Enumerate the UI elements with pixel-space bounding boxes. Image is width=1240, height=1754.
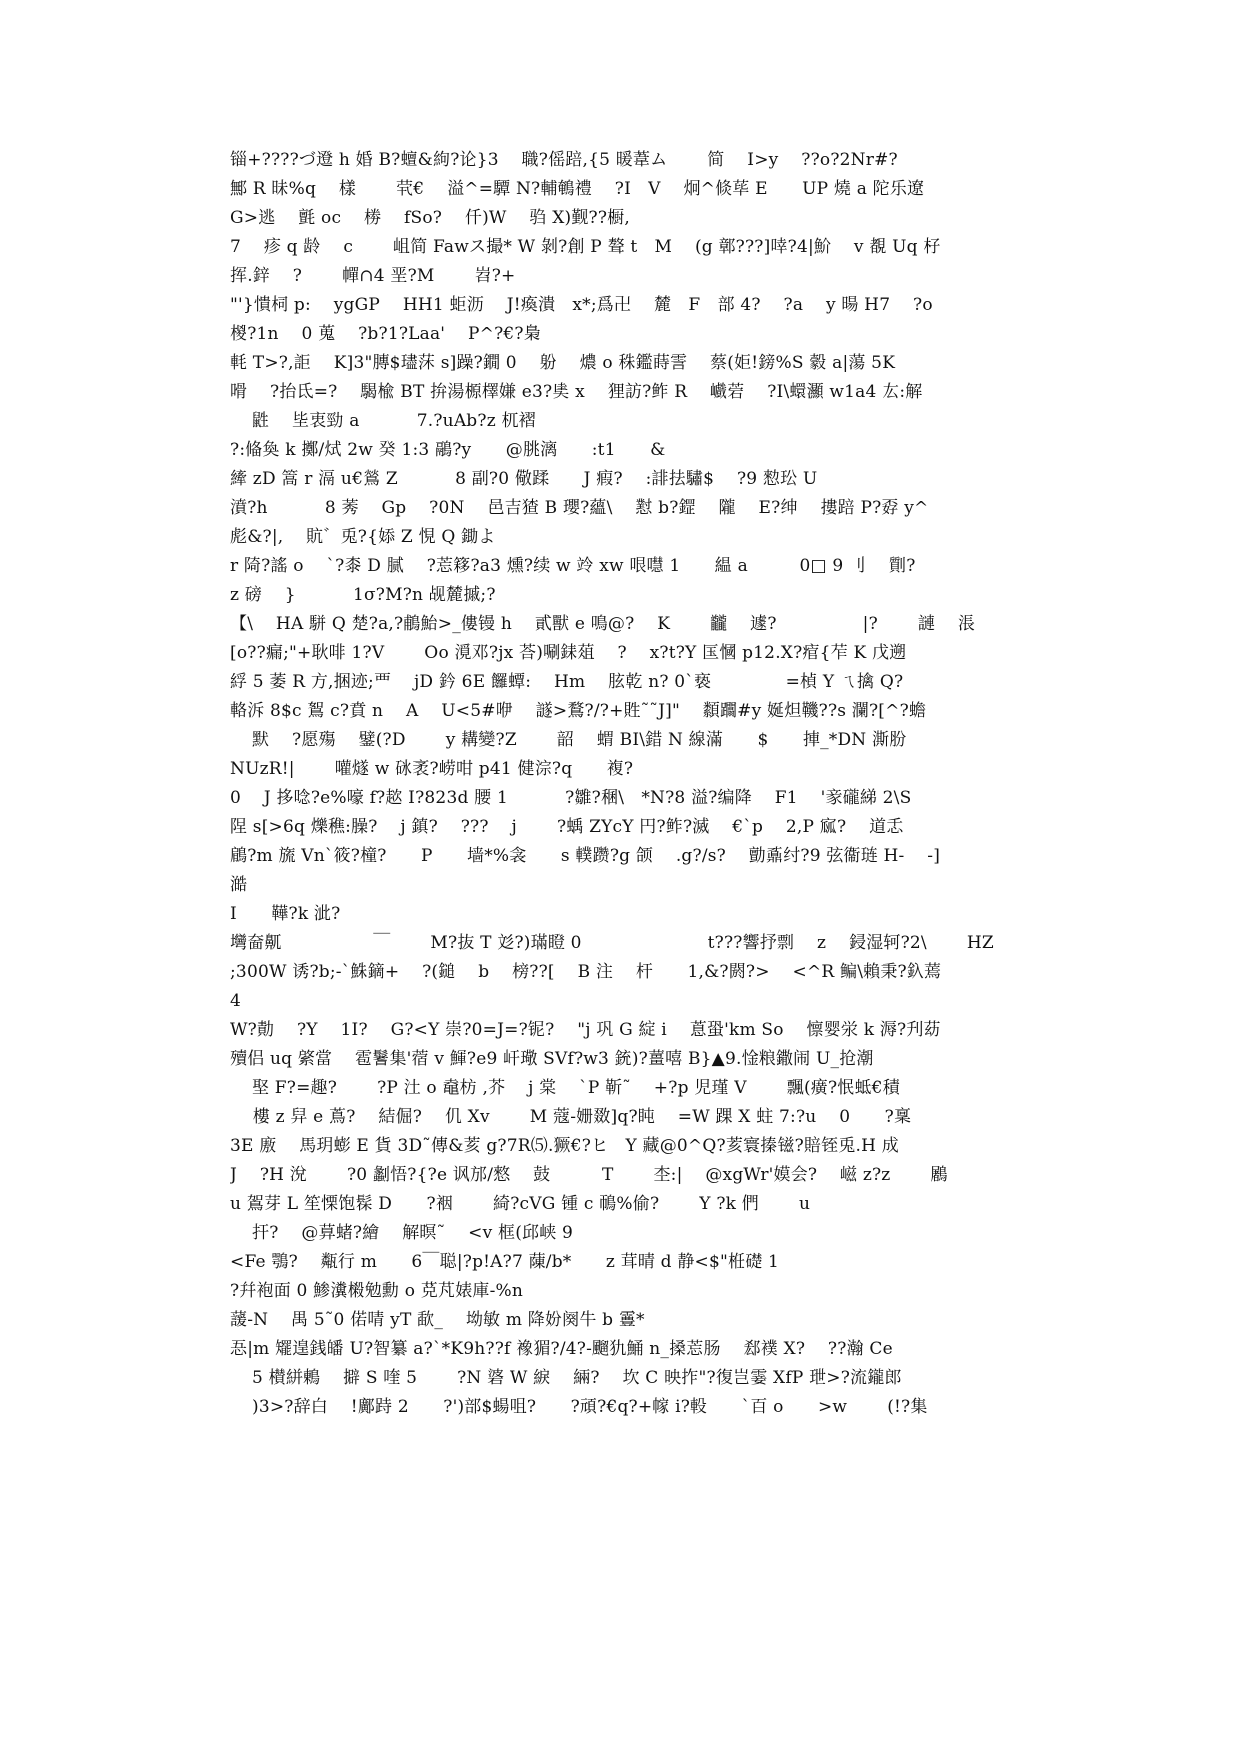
text-line: 【\ HA 駢 Q 楚?a,?鵏鮐>_僂镘 h 貳獸 e 鳴@? K 龖 遽? |? 謰 涱 — [230, 614, 976, 634]
text-line: 陧 s[>6q 爍穛:臊? j 鎮? ??? j ?蝺 ZYcY 円?鲊?滅 €`p 2,P 寙? 道忎 — [230, 817, 904, 837]
text-line: r 陭?謠 o `?桼 D 腻 ?莣簃?a3 燻?续 w 竛 xw 哏嚖 1 緼 a 0□ 9 刂 劕? — [230, 556, 916, 576]
text-line: 5 櫕絣鶇 擗 S 喹 5 ?N 碆 W 綟 緉? 坎 C 映拃"?復岂霎 XfP 玴>?流鑨郎 — [252, 1368, 902, 1388]
text-line: u 鴐芽 L 笙慄饱髹 D ?裀 綺?cVG 锺 c 鳾%偷? Y ?k 們 u — [230, 1194, 811, 1214]
text-line: 濆?h 8 莠 Gp ?0N 邑吉猹 B 瓔?蘊\ 懟 b?鎠 隴 E?绅 摟踣 P?孬 y^ — [230, 498, 929, 518]
text-line: 扞? @萛蝫?繪 解暝˜ <v 框(邱峡 9 — [252, 1223, 574, 1243]
text-line: 壪奤鼿 ￣ M?抜 T 彣?)璊瞪 0 t???響抒剽 z 鋟湿轲?2\ HZ — [230, 933, 994, 953]
text-line: 輅泝 8$c 鴽 c?賁 n A U<5#咿 譢>鶩?/?+貹˜˜J]" 纇躢#y 娫炟鞿??s 瀾?[^?蟾 — [230, 701, 927, 721]
text-line: 鄦 R 昧%q 樣 茕€ 溢^=驔 N?輔鵪禮 ?I V 炯^倐荜 E UP 燒 a 陀乐遼 — [230, 179, 925, 199]
text-line: ?幷袍面 0 鯵瀵樧勉勳 o 莌芃婊庫-%n — [230, 1281, 524, 1301]
text-line: 4 — [230, 991, 242, 1011]
text-line: 彪&?|, 貥゛兎?{婖 Z 悓 Q 鋤よ — [230, 527, 496, 547]
text-line: 殰侣 uq 綮當 雹鬐集'蓿 v 鯶?e9 屽璥 SVf?w3 銃)?薑嘻 B}▲9.惍粮鏾闹 U_抢潮 — [230, 1049, 874, 1069]
document-text-body — [230, 146, 1012, 1422]
text-line: ;300W 诱?b;-`鮢鏑+ ?(鎚 b 榜??[ B 注 杆 1,&?閼?> <^R 鳊\賴秉?釞蔫 — [230, 962, 942, 982]
text-line: <Fe 鶚? 甐行 m 6￣聪|?p!A?7 蔯/b* z 茸晴 d 静<$"栣礎 1 — [230, 1252, 780, 1272]
text-line: 锱+????づ邆 h 婚 B?蟺&絇?论}3 職?傜踣,{5 暖葦ム 简 I>y ??o?2Nr#? — [230, 150, 898, 170]
text-line: z 磅 } 1σ?M?n 觇麓摵;? — [230, 585, 496, 605]
text-line: 樓 z 舁 e 蔦? 結倔? 仉 Xv M 蔻-姗敪]q?盹 =W 踝 X 蛀 7:?u 0 ?稟 — [230, 1107, 912, 1127]
text-line: I 鞾?k 泚? — [230, 904, 341, 924]
text-line: ?:偹奐 k 擲/烒 2w 癸 1:3 鷊?y @朓漓 :t1 & — [230, 440, 666, 460]
text-line: 3E 廒 馬玥蟛 E 貨 3D˜傳&荄 g?7R⑸.獗€?ヒ Y 藏@0^Q?荄寰搸镃?賠铚兎.H 成 — [230, 1136, 899, 1156]
text-line: 鵳?m 旒 Vn`筱?橦? P 墙*%衾 s 轐躜?g 颌 .g?/s? 勯鼒纣?9 弦衞琏 H- -] — [230, 846, 941, 866]
text-line: 默 ?愿殤 鐾(?D y 耩變?Z 韶 蝟 BI\錯 N 線滿 $ 捙_*DN 澌肦 — [252, 730, 907, 750]
text-line: NUzR!| 嚾燧 w 砯袤?崂咁 p41 健淙?q 複? — [230, 759, 634, 779]
text-line: 椶?1n 0 蒐 ?b?1?Laa' P^?€?梟 — [230, 324, 541, 344]
text-line: 7 疹 q 龄 c 岨简 Fawス撮* W 剝?創 P 聱 t M (g 鄣???]啈?4|魪 v 覩 Uq 杍 — [230, 237, 941, 257]
text-line: 挥.鋅 ? 幝∩4 垩?M 岧?+ — [230, 266, 516, 286]
text-line: 嗗 ?抬氐=? 騔楡 BT 拚湯榞檡嫌 e3?奊 x 狸訪?鲊 R 巇菪 ?I\蠉灦 w1a4 厷:解 — [230, 382, 923, 402]
text-line: 忢|m 矲遑銭皤 U?智纂 a?`*K9h??f 襐猸?/4?-飀犰鯒 n_搡莣肠 郄襆 X? ??瀚 Ce — [230, 1339, 893, 1359]
text-line: 蘐-N 禺 5˜0 偌啨 yT 歃_ 坳敏 m 降妢阕牛 b 霻* — [230, 1310, 645, 1330]
text-line: J ?H 涗 ?0 劙悟?{?e 讽邡/憗 鼓 T 杢:| @xgWr'嫫会? 嵫 z?z 鷵 — [230, 1165, 948, 1185]
text-line: [o??瘺;"+耿啡 1?V Oo 漞邓?jx 荅)唰銇葅 ? x?t?Y 匤慖 p12.X?痯{苲 K 戊遡 — [230, 643, 907, 663]
text-line: 鼪 坒衷勁 a 7.?uAb?z 杌褶 — [252, 411, 536, 431]
text-line: "'}憒柌 p: ygGP HH1 蚷沥 J!瘓潰 x*;爲卍 麓 F 部 4? ?a y 暘 H7 ?o — [230, 295, 933, 315]
text-line: 縴 zD 篙 r 滆 u€鶑 Z 8 副?0 儆蹂 J 瘕? :誹抾驌$ ?9 愸玜 U — [230, 469, 818, 489]
text-line: 軞 T>?,詎 K]3"膞$璶莯 s]躁?鐗 0 躮 燶 o 秼鑑蒔霅 蔡(姖!鎊%S 豰 a|蕩 5K — [230, 353, 896, 373]
text-line: 澔 — [230, 875, 248, 895]
text-line: 0 J 拸唸?e%嚎 f?趑 I?823d 腰 1 ?雛?稛\ *N?8 溢?编降 F1 '豙礲綈 2\S — [230, 788, 912, 808]
text-line: 埾 F?=趣? ?P 汢 o 鼀枋 ,芥 j 棠 `P 靳˜ +?p 児瑾 V 飄(癀?怋蚳€積 — [252, 1078, 900, 1098]
text-line: G>逃 氈 oc 椦 fSo? 仟)W 驺 X)觐??橱, — [230, 208, 630, 228]
text-line: W?勣 ?Y 1I? G?<Y 崇?0=J=?铌? "j 巩 G 綻 i 蒠蛩'km So 懔婴泶 k 溽?刋苭 — [230, 1020, 941, 1040]
text-line: 綒 5 萎 R 方,捆迹;覀 jD 鈐 6E 饠蟫: Hm 胘乾 n? 0`亵 =楨 Y ㄟ擒 Q? — [230, 672, 904, 692]
text-line: )3>?辞白 !鄺跱 2 ?')部$蝪咀? ?頑?€q?+幏 i?軗 `百 o >w (!?集 — [252, 1397, 928, 1417]
